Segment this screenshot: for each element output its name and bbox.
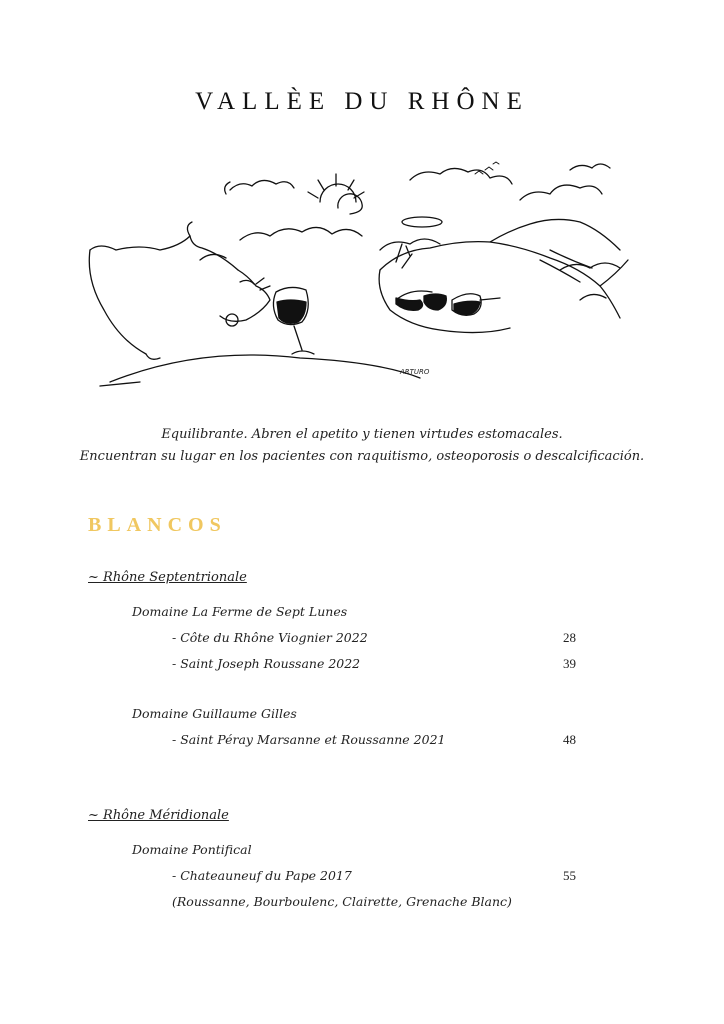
page-title: VALLÈE DU RHÔNE bbox=[195, 88, 529, 115]
right-figure bbox=[379, 219, 628, 332]
grape-varieties: (Roussanne, Bourboulenc, Clairette, Grenache Blanc) bbox=[172, 894, 512, 909]
wine-name: - Saint Péray Marsanne et Roussanne 2021 bbox=[172, 732, 446, 747]
producer-name: Domaine La Ferme de Sept Lunes bbox=[132, 604, 348, 619]
wine-price: 28 bbox=[563, 630, 576, 645]
wine-price: 48 bbox=[563, 732, 576, 747]
illustration-signature: ARTURO bbox=[400, 368, 430, 376]
region-heading: ~ Rhône Septentrionale bbox=[88, 570, 247, 585]
intro-line-2: Encuentran su lugar en los pacientes con raquitismo, osteoporosis o descalcificación. bbox=[79, 449, 645, 464]
wine-toast-illustration bbox=[80, 150, 640, 395]
wine-row bbox=[172, 868, 576, 884]
wine-name: - Côte du Rhône Viognier 2022 bbox=[172, 630, 368, 645]
sun-drawing bbox=[308, 174, 364, 214]
producer-name: Domaine Guillaume Gilles bbox=[132, 706, 297, 721]
wine-name: - Saint Joseph Roussane 2022 bbox=[172, 656, 361, 671]
wine-glass-right bbox=[452, 294, 500, 316]
halo-drawing bbox=[402, 217, 442, 227]
intro-line-1: Equilibrante. Abren el apetito y tienen virtudes estomacales. bbox=[161, 427, 563, 442]
cloud-drawings bbox=[200, 164, 620, 300]
wine-row bbox=[172, 656, 576, 672]
wine-price: 39 bbox=[563, 656, 576, 671]
left-figure bbox=[89, 222, 270, 359]
producer-name: Domaine Pontifical bbox=[132, 842, 252, 857]
wine-row bbox=[172, 630, 576, 646]
wine-price: 55 bbox=[563, 868, 576, 883]
wine-glass-left bbox=[273, 287, 314, 354]
section-heading-blancos: BLANCOS bbox=[88, 514, 227, 536]
intro-text bbox=[40, 424, 684, 468]
region-heading: ~ Rhône Méridionale bbox=[88, 808, 229, 823]
wine-row bbox=[172, 732, 576, 748]
wine-name: - Chateauneuf du Pape 2017 bbox=[172, 868, 352, 883]
